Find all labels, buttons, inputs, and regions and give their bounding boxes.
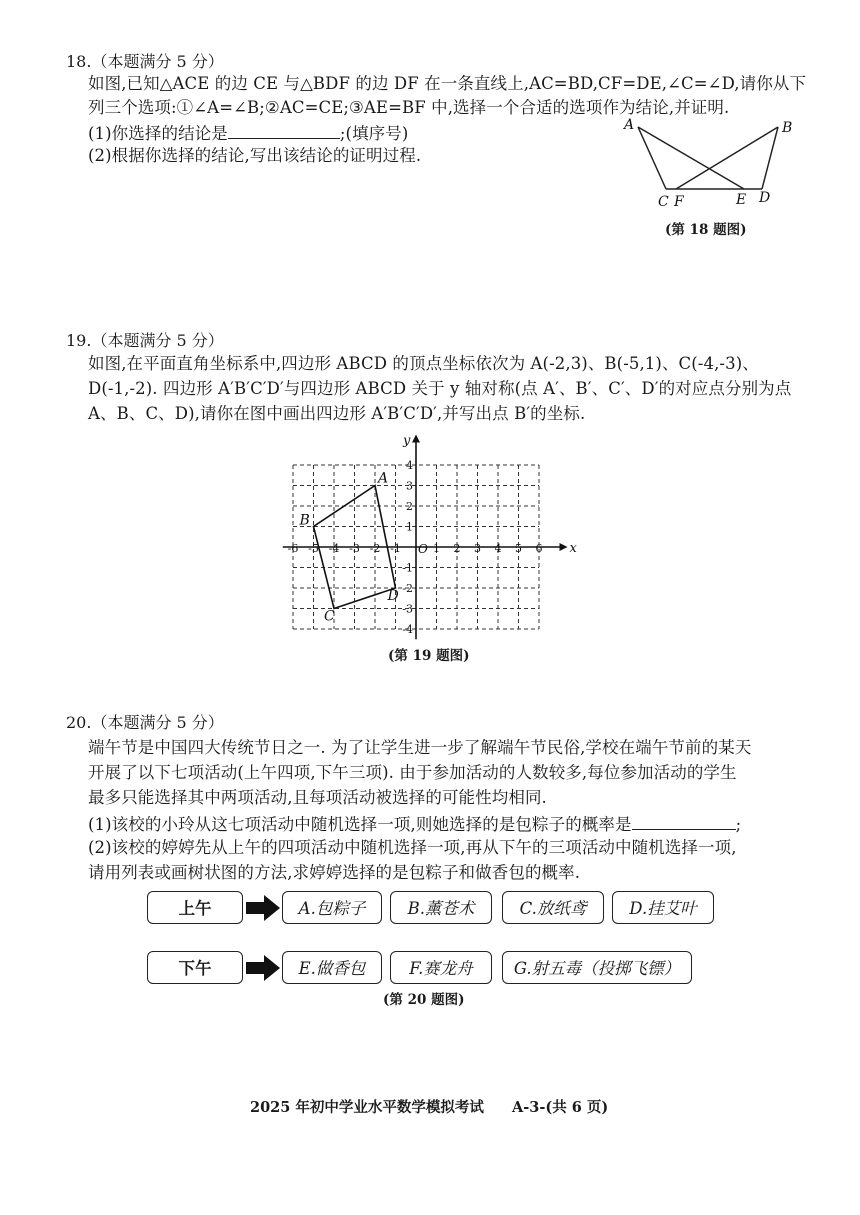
q20-answer-blank[interactable] — [632, 811, 736, 830]
label-B: B — [782, 120, 793, 136]
y-tick-label: 2 — [406, 500, 413, 513]
vertex-label-C: C — [324, 608, 335, 625]
activity-B-box: B.薰苍术 — [390, 891, 492, 924]
label-C: C — [658, 194, 669, 210]
q20-text-line3: 最多只能选择其中两项活动,且每项活动被选择的可能性均相同. — [88, 788, 547, 807]
q18-heading: 18.（本题满分 5 分） — [66, 52, 224, 71]
x-tick-label: 3 — [474, 542, 481, 555]
q19-coordinate-grid — [287, 424, 580, 644]
y-tick-label: -1 — [402, 561, 413, 575]
q19-text-line2: D(-1,-2). 四边形 A′B′C′D′与四边形 ABCD 关于 y 轴对称(点 A′、B′、C′、D′的对应点分别为点 — [88, 379, 792, 398]
q20-part2-line1: (2)该校的婷婷先从上午的四项活动中随机选择一项,再从下午的三项活动中随机选择一项, — [88, 838, 737, 857]
x-tick-label: -6 — [287, 542, 299, 555]
x-tick-label: -3 — [349, 542, 360, 555]
label-E: E — [736, 192, 747, 208]
label-D: D — [759, 190, 771, 206]
segment-AC — [638, 127, 666, 189]
x-tick-label: 2 — [453, 542, 461, 555]
x-tick-label: -1 — [390, 542, 401, 555]
x-tick-label: 1 — [433, 542, 440, 555]
label-F: F — [674, 194, 684, 210]
origin-label: O — [418, 542, 428, 556]
activity-A-box: A.包粽子 — [282, 891, 382, 924]
y-tick-label: 1 — [406, 520, 413, 534]
q20-text-line1: 端午节是中国四大传统节日之一. 为了让学生进一步了解端午节民俗,学校在端午节前的某天 — [88, 738, 752, 757]
morning-arrow-icon — [246, 895, 282, 921]
activity-D-box: D.挂艾叶 — [612, 891, 714, 924]
x-axis-label: x — [569, 541, 577, 556]
segment-BD — [762, 127, 778, 189]
q18-part1-suffix: ;(填序号) — [339, 124, 409, 143]
footer-page-number: A-3-(共 6 页) — [512, 1099, 609, 1116]
afternoon-label-box: 下午 — [147, 951, 243, 984]
q20-part1-prompt: (1)该校的小玲从这七项活动中随机选择一项,则她选择的是包粽子的概率是 — [88, 815, 632, 834]
x-tick-label: -2 — [369, 542, 381, 555]
q18-text-line2: 列三个选项:①∠A=∠B;②AC=CE;③AE=BF 中,选择一个合适的选项作为结论,并证明. — [88, 98, 730, 117]
activity-G-box: G.射五毒（投掷飞镖） — [502, 951, 692, 984]
q18-part1 — [88, 120, 408, 146]
x-tick-label: -5 — [308, 542, 319, 555]
q19-text-line3: A、B、C、D),请你在图中画出四边形 A′B′C′D′,并写出点 B′的坐标. — [88, 404, 586, 423]
q20-part1 — [88, 811, 741, 837]
q18-text-line1: 如图,已知△ACE 的边 CE 与△BDF 的边 DF 在一条直线上,AC=BD,CF=DE,∠C=∠D,请你从下 — [88, 74, 807, 93]
q20-part1-suffix: ; — [735, 815, 742, 834]
y-tick-label: -4 — [402, 623, 413, 636]
y-tick-label: -2 — [402, 582, 413, 595]
x-tick-label: 5 — [515, 542, 522, 555]
afternoon-arrow-icon — [246, 955, 282, 981]
q20-part2-line2: 请用列表或画树状图的方法,求婷婷选择的是包粽子和做香包的概率. — [88, 863, 581, 882]
x-tick-label: 6 — [535, 542, 543, 555]
morning-label-box: 上午 — [147, 891, 243, 924]
activity-F-box: F.赛龙舟 — [390, 951, 492, 984]
q20-caption: (第 20 题图) — [383, 992, 465, 1008]
q18-answer-blank[interactable] — [228, 120, 340, 139]
q19-heading: 19.（本题满分 5 分） — [66, 331, 224, 350]
q18-caption: (第 18 题图) — [665, 222, 747, 238]
label-A: A — [624, 117, 635, 133]
y-axis-arrow-icon — [412, 434, 420, 442]
y-tick-label: -3 — [402, 602, 413, 616]
activity-C-box: C.放纸鸢 — [502, 891, 604, 924]
vertex-label-A: A — [378, 470, 389, 487]
q20-heading: 20.（本题满分 5 分） — [66, 713, 224, 732]
y-tick-label: 4 — [406, 459, 413, 472]
q18-part2: (2)根据你选择的结论,写出该结论的证明过程. — [88, 146, 422, 165]
q18-part1-prompt: (1)你选择的结论是 — [88, 124, 228, 143]
y-axis-label: y — [403, 433, 411, 449]
activity-E-box: E.做香包 — [282, 951, 382, 984]
x-tick-label: -4 — [328, 542, 340, 555]
y-tick-label: 3 — [406, 479, 413, 493]
x-tick-label: 4 — [494, 542, 502, 555]
vertex-label-B: B — [299, 512, 310, 529]
q19-caption: (第 19 题图) — [388, 648, 470, 664]
footer-exam-title: 2025 年初中学业水平数学模拟考试 — [250, 1099, 484, 1116]
q20-text-line2: 开展了以下七项活动(上午四项,下午三项). 由于参加活动的人数较多,每位参加活动的学生 — [88, 763, 737, 782]
vertex-label-D: D — [387, 588, 399, 604]
q19-text-line1: 如图,在平面直角坐标系中,四边形 ABCD 的顶点坐标依次为 A(-2,3)、B(-5,1)、C(-4,-3)、 — [88, 354, 759, 373]
q18-figure — [618, 112, 808, 212]
x-axis-arrow-icon — [560, 543, 568, 551]
